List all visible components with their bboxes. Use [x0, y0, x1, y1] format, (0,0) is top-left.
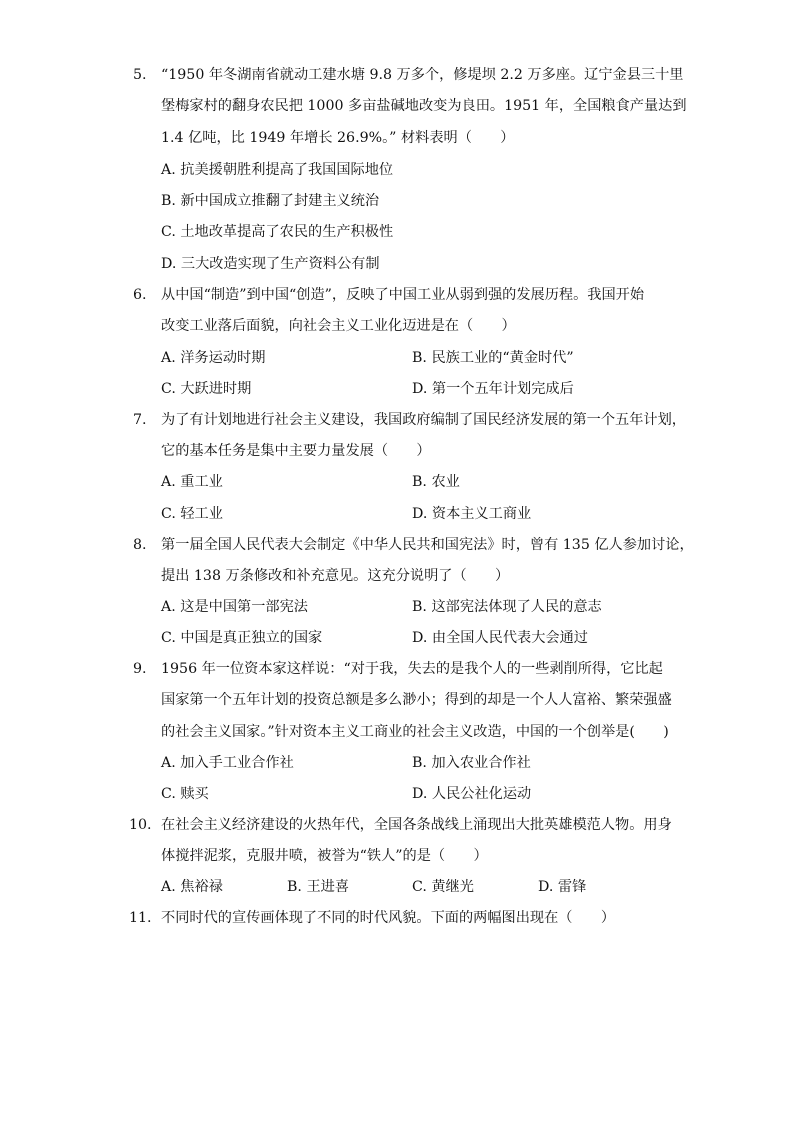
question-text-line: 1956 年一位资本家这样说：“对于我，失去的是我个人的一些剥削所得，它比起 [161, 661, 663, 677]
option-a[interactable]: A. 加入手工业合作社 [161, 755, 294, 771]
question-5 [133, 60, 687, 154]
option-c[interactable]: C. 中国是真正独立的国家 [161, 630, 323, 646]
question-number: 8. [133, 537, 147, 553]
option-d[interactable]: D. 由全国人民代表大会通过 [412, 630, 588, 646]
question-text-line: 提出 138 万条修改和补充意见。这充分说明了（ ） [161, 568, 510, 585]
question-text-line: 第一届全国人民代表大会制定《中华人民共和国宪法》时，曾有 135 亿人参加讨论， [161, 537, 694, 553]
question-text-line: “1950 年冬湖南省就动工建水塘 9.8 万多个，修堤坝 2.2 万多座。辽宁金县三十里 [161, 67, 684, 83]
option-d[interactable]: D. 三大改造实现了生产资料公有制 [161, 256, 380, 272]
question-number: 10. [129, 817, 152, 833]
option-d[interactable]: D. 资本主义工商业 [412, 506, 532, 522]
question-text-line: 在社会主义经济建设的火热年代，全国各条战线上涌现出大批英雄模范人物。用身 [161, 817, 672, 833]
option-b[interactable]: B. 王进喜 [287, 879, 350, 895]
question-text-line: 不同时代的宣传画体现了不同的时代风貌。下面的两幅图出现在（ ） [161, 910, 616, 926]
question-text-line: 的社会主义国家。”针对资本主义工商业的社会主义改造，中国的一个创举是( ) [161, 723, 669, 740]
option-a[interactable]: A. 焦裕禄 [161, 879, 223, 895]
option-c[interactable]: C. 土地改革提高了农民的生产积极性 [161, 224, 394, 240]
question-text-line: 从中国“制造”到中国“创造”，反映了中国工业从弱到强的发展历程。我国开始 [161, 287, 645, 303]
question-text-line: 为了有计划地进行社会主义建设，我国政府编制了国民经济发展的第一个五年计划， [161, 412, 686, 428]
option-c[interactable]: C. 赎买 [161, 786, 209, 802]
option-a[interactable]: A. 这是中国第一部宪法 [161, 599, 308, 615]
question-text-line: 国家第一个五年计划的投资总额是多么渺小；得到的却是一个人人富裕、繁荣强盛 [161, 692, 672, 709]
question-6 [133, 280, 673, 343]
option-a[interactable]: A. 洋务运动时期 [161, 350, 266, 366]
question-10 [129, 810, 673, 873]
question-number: 5. [133, 67, 147, 83]
option-b[interactable]: B. 加入农业合作社 [412, 755, 531, 771]
option-c[interactable]: C. 轻工业 [161, 506, 223, 522]
option-b[interactable]: B. 这部宪法体现了人民的意志 [412, 599, 602, 615]
question-number: 11. [129, 910, 152, 926]
question-text-line: 改变工业落后面貌，向社会主义工业化迈进是在（ ） [161, 318, 516, 335]
question-text-line: 堡梅家村的翻身农民把 1000 多亩盐碱地改变为良田。1951 年，全国粮食产量达到 [161, 98, 687, 115]
question-text-line: 体搅拌泥浆，克服井喷，被誉为“铁人”的是（ ） [161, 848, 488, 865]
option-a[interactable]: A. 抗美援朝胜利提高了我国国际地位 [161, 162, 394, 178]
question-7 [133, 405, 686, 468]
question-8 [133, 530, 694, 593]
option-c[interactable]: C. 大跃进时期 [161, 381, 252, 397]
question-number: 6. [133, 287, 147, 303]
option-d[interactable]: D. 人民公社化运动 [412, 786, 532, 802]
option-b[interactable]: B. 民族工业的“黄金时代” [412, 350, 574, 366]
question-text-line: 1.4 亿吨，比 1949 年增长 26.9%。” 材料表明（ ） [161, 129, 515, 146]
option-d[interactable]: D. 第一个五年计划完成后 [412, 381, 574, 397]
option-c[interactable]: C. 黄继光 [412, 879, 474, 895]
option-d[interactable]: D. 雷锋 [538, 879, 587, 895]
question-11 [129, 903, 673, 934]
option-b[interactable]: B. 新中国成立推翻了封建主义统治 [161, 193, 380, 209]
question-text-line: 它的基本任务是集中主要力量发展（ ） [161, 443, 431, 460]
question-number: 7. [133, 412, 147, 428]
question-number: 9. [133, 661, 147, 677]
question-9 [133, 654, 673, 748]
option-a[interactable]: A. 重工业 [161, 474, 223, 490]
option-b[interactable]: B. 农业 [412, 474, 460, 490]
